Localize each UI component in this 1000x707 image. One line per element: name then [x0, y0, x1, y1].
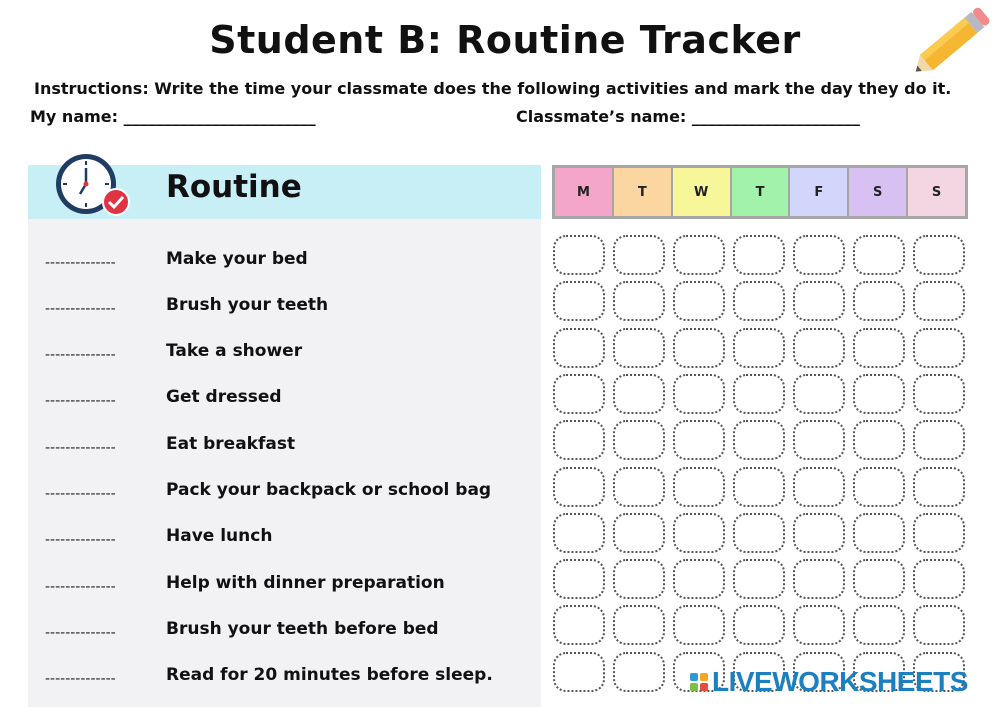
- day-checkbox[interactable]: [793, 374, 845, 414]
- routine-item: [28, 526, 541, 556]
- day-checkbox[interactable]: [613, 605, 665, 645]
- day-checkbox[interactable]: [673, 374, 725, 414]
- routine-title: Routine: [166, 169, 302, 205]
- time-blank[interactable]: --------------: [45, 532, 116, 548]
- routine-item: [28, 341, 541, 371]
- day-tuesday: T: [614, 168, 671, 216]
- logo-text: LIVEWORKSHEETS: [712, 666, 968, 697]
- day-friday: F: [790, 168, 847, 216]
- day-checkbox[interactable]: [613, 652, 665, 692]
- day-checkbox[interactable]: [673, 605, 725, 645]
- time-blank[interactable]: --------------: [45, 255, 116, 271]
- day-checkbox[interactable]: [733, 559, 785, 599]
- day-checkbox[interactable]: [913, 281, 965, 321]
- day-checkbox[interactable]: [553, 281, 605, 321]
- day-checkbox[interactable]: [733, 281, 785, 321]
- routine-item: [28, 573, 541, 603]
- day-checkbox[interactable]: [913, 605, 965, 645]
- day-checkbox[interactable]: [613, 374, 665, 414]
- routine-item: [28, 480, 541, 510]
- time-blank[interactable]: --------------: [45, 393, 116, 409]
- activity-label: Read for 20 minutes before sleep.: [166, 665, 493, 685]
- day-checkbox[interactable]: [853, 328, 905, 368]
- day-checkbox[interactable]: [673, 559, 725, 599]
- day-checkbox[interactable]: [733, 467, 785, 507]
- day-checkbox[interactable]: [553, 374, 605, 414]
- day-checkbox[interactable]: [793, 559, 845, 599]
- day-checkbox[interactable]: [793, 235, 845, 275]
- day-checkbox[interactable]: [853, 235, 905, 275]
- day-checkbox[interactable]: [673, 281, 725, 321]
- day-checkbox[interactable]: [613, 467, 665, 507]
- day-wednesday: W: [673, 168, 730, 216]
- checkmark-badge-icon: [103, 189, 129, 215]
- routine-item: [28, 434, 541, 464]
- day-checkbox[interactable]: [553, 605, 605, 645]
- day-checkbox[interactable]: [613, 559, 665, 599]
- time-blank[interactable]: --------------: [45, 301, 116, 317]
- routine-item: [28, 619, 541, 649]
- activity-label: Take a shower: [166, 341, 303, 361]
- time-blank[interactable]: --------------: [45, 347, 116, 363]
- day-checkbox[interactable]: [793, 467, 845, 507]
- day-checkbox[interactable]: [673, 235, 725, 275]
- day-checkbox[interactable]: [733, 328, 785, 368]
- day-saturday: S: [849, 168, 906, 216]
- day-checkbox[interactable]: [553, 652, 605, 692]
- day-checkbox[interactable]: [733, 374, 785, 414]
- routine-item: [28, 295, 541, 325]
- activity-label: Have lunch: [166, 526, 273, 546]
- day-checkbox[interactable]: [733, 605, 785, 645]
- day-checkbox[interactable]: [913, 467, 965, 507]
- day-checkbox[interactable]: [553, 467, 605, 507]
- day-checkbox[interactable]: [613, 328, 665, 368]
- day-checkbox[interactable]: [853, 281, 905, 321]
- day-checkbox[interactable]: [793, 328, 845, 368]
- day-checkbox[interactable]: [553, 513, 605, 553]
- day-thursday: T: [732, 168, 789, 216]
- day-checkbox[interactable]: [673, 467, 725, 507]
- routine-panel: [28, 165, 541, 707]
- day-checkbox[interactable]: [913, 235, 965, 275]
- day-checkbox[interactable]: [793, 513, 845, 553]
- day-checkbox[interactable]: [553, 328, 605, 368]
- day-checkbox[interactable]: [853, 605, 905, 645]
- time-blank[interactable]: --------------: [45, 671, 116, 687]
- page-title: Student B: Routine Tracker: [209, 18, 801, 62]
- day-header: [552, 165, 968, 219]
- activity-label: Get dressed: [166, 387, 282, 407]
- routine-item: [28, 387, 541, 417]
- clock-icon: [52, 152, 134, 220]
- day-checkbox[interactable]: [733, 235, 785, 275]
- day-checkbox[interactable]: [733, 420, 785, 460]
- activity-label: Pack your backpack or school bag: [166, 480, 492, 500]
- day-checkbox[interactable]: [673, 513, 725, 553]
- routine-item: [28, 249, 541, 279]
- day-checkbox[interactable]: [913, 328, 965, 368]
- day-checkbox[interactable]: [553, 559, 605, 599]
- my-name-field[interactable]: My name: ________________________: [30, 107, 316, 126]
- day-checkbox[interactable]: [673, 328, 725, 368]
- day-checkbox[interactable]: [613, 513, 665, 553]
- time-blank[interactable]: --------------: [45, 579, 116, 595]
- day-checkbox[interactable]: [613, 281, 665, 321]
- day-sunday: S: [908, 168, 965, 216]
- instructions-text: Instructions: Write the time your classmate does the following activities and mark the day they do it.: [34, 79, 952, 98]
- routine-item: [28, 665, 541, 695]
- classmate-name-field[interactable]: Classmate’s name: _____________________: [516, 107, 860, 126]
- day-checkbox[interactable]: [913, 374, 965, 414]
- pencil-icon: [905, 2, 997, 82]
- day-checkbox[interactable]: [553, 420, 605, 460]
- day-checkbox[interactable]: [853, 374, 905, 414]
- day-checkbox[interactable]: [853, 467, 905, 507]
- day-checkbox[interactable]: [673, 420, 725, 460]
- day-checkbox[interactable]: [853, 513, 905, 553]
- day-checkbox[interactable]: [913, 513, 965, 553]
- activity-label: Eat breakfast: [166, 434, 296, 454]
- day-checkbox[interactable]: [553, 235, 605, 275]
- day-checkbox[interactable]: [793, 420, 845, 460]
- routine-header: [28, 165, 541, 219]
- time-blank[interactable]: --------------: [45, 486, 116, 502]
- day-checkbox[interactable]: [613, 235, 665, 275]
- activity-label: Brush your teeth before bed: [166, 619, 439, 639]
- day-checkbox[interactable]: [613, 420, 665, 460]
- day-checkbox[interactable]: [853, 420, 905, 460]
- logo-icon: [690, 673, 708, 691]
- day-checkbox[interactable]: [793, 281, 845, 321]
- activity-label: Help with dinner preparation: [166, 573, 445, 593]
- activity-label: Brush your teeth: [166, 295, 329, 315]
- liveworksheets-logo: [690, 665, 968, 699]
- day-checkbox[interactable]: [733, 513, 785, 553]
- day-monday: M: [555, 168, 612, 216]
- time-blank[interactable]: --------------: [45, 625, 116, 641]
- day-checkbox[interactable]: [913, 559, 965, 599]
- day-checkbox[interactable]: [913, 420, 965, 460]
- day-checkbox[interactable]: [853, 559, 905, 599]
- activity-label: Make your bed: [166, 249, 308, 269]
- time-blank[interactable]: --------------: [45, 440, 116, 456]
- day-checkbox[interactable]: [793, 605, 845, 645]
